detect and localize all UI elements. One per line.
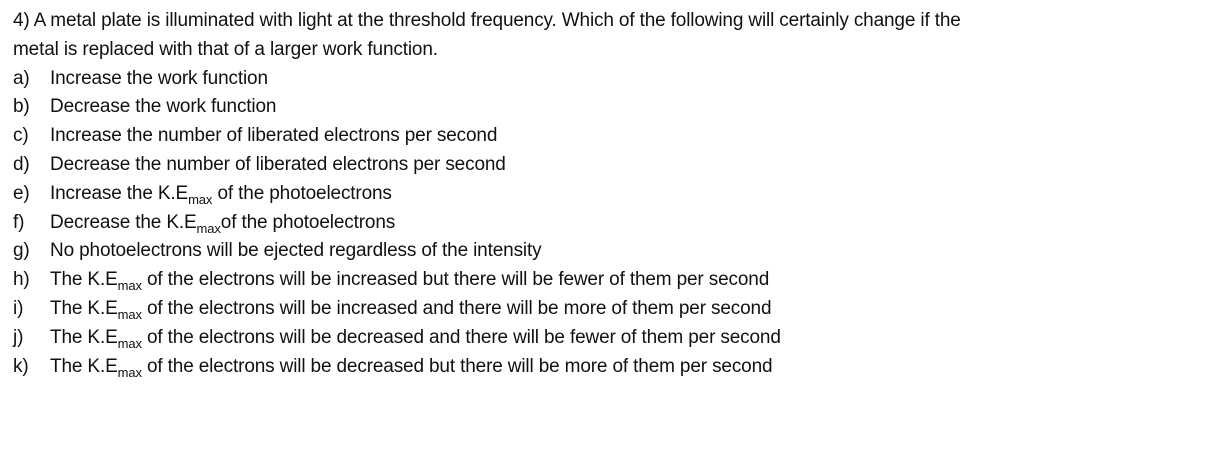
- option-subscript: max: [196, 220, 221, 236]
- option-text: [50, 209, 1216, 238]
- option-text-pre: The K.E: [50, 269, 118, 291]
- option-text-pre: The K.E: [50, 355, 118, 377]
- option-text-post: of the electrons will be increased but there will be fewer of them per second: [141, 269, 770, 291]
- option-letter: k): [13, 355, 29, 377]
- option-letter: b): [13, 96, 30, 118]
- option-text: [50, 353, 1216, 382]
- option-row-g: [13, 237, 1216, 266]
- option-text-pre: No photoelectrons will be ejected regardless of the intensity: [50, 240, 542, 262]
- option-letter: i): [13, 297, 24, 319]
- option-row-b: [13, 93, 1216, 122]
- option-letter: e): [13, 182, 30, 204]
- question-text-line-2: metal is replaced with that of a larger work function.: [13, 38, 438, 60]
- option-row-i: [13, 295, 1216, 324]
- option-subscript: max: [117, 306, 142, 322]
- option-text-pre: Decrease the work function: [50, 96, 277, 118]
- option-row-h: [13, 266, 1216, 295]
- option-text-pre: Increase the number of liberated electrons per second: [50, 125, 498, 147]
- option-text-post: of the electrons will be increased and there will be more of them per second: [141, 297, 772, 319]
- option-letter: h): [13, 269, 30, 291]
- option-text: [50, 180, 1216, 209]
- option-text-pre: Decrease the K.E: [50, 211, 197, 233]
- option-text-post: of the electrons will be decreased and there will be fewer of them per second: [141, 326, 781, 348]
- option-letter: j): [13, 326, 24, 348]
- option-text-pre: The K.E: [50, 326, 118, 348]
- option-text-pre: Decrease the number of liberated electrons per second: [50, 153, 506, 175]
- option-text: [50, 151, 1216, 180]
- option-text: [50, 122, 1216, 151]
- option-text: [50, 295, 1216, 324]
- option-text: [50, 237, 1216, 266]
- option-text-pre: Increase the work function: [50, 67, 268, 89]
- option-text: [50, 324, 1216, 353]
- option-row-e: [13, 180, 1216, 209]
- option-text-post: of the electrons will be decreased but there will be more of them per second: [141, 355, 773, 377]
- option-letter: f): [13, 211, 25, 233]
- option-subscript: max: [117, 364, 142, 380]
- option-text-pre: Increase the K.E: [50, 182, 189, 204]
- option-text: [50, 266, 1216, 295]
- option-letter: d): [13, 153, 30, 175]
- option-row-f: [13, 209, 1216, 238]
- option-letter: a): [13, 67, 30, 89]
- option-subscript: max: [117, 335, 142, 351]
- option-text-post: of the photoelectrons: [220, 211, 396, 233]
- option-subscript: max: [188, 191, 213, 207]
- option-row-a: [13, 65, 1216, 94]
- option-letter: g): [13, 240, 30, 262]
- option-text: [50, 93, 1216, 122]
- option-row-c: [13, 122, 1216, 151]
- option-row-k: [13, 353, 1216, 382]
- option-subscript: max: [117, 278, 142, 294]
- option-text-post: of the photoelectrons: [212, 182, 392, 204]
- question-text-line-1: 4) A metal plate is illuminated with light at the threshold frequency. Which of the following will certainly change if the: [13, 10, 961, 31]
- option-row-d: [13, 151, 1216, 180]
- option-text: [50, 65, 1216, 94]
- option-letter: c): [13, 125, 29, 147]
- option-text-pre: The K.E: [50, 297, 118, 319]
- option-row-j: [13, 324, 1216, 353]
